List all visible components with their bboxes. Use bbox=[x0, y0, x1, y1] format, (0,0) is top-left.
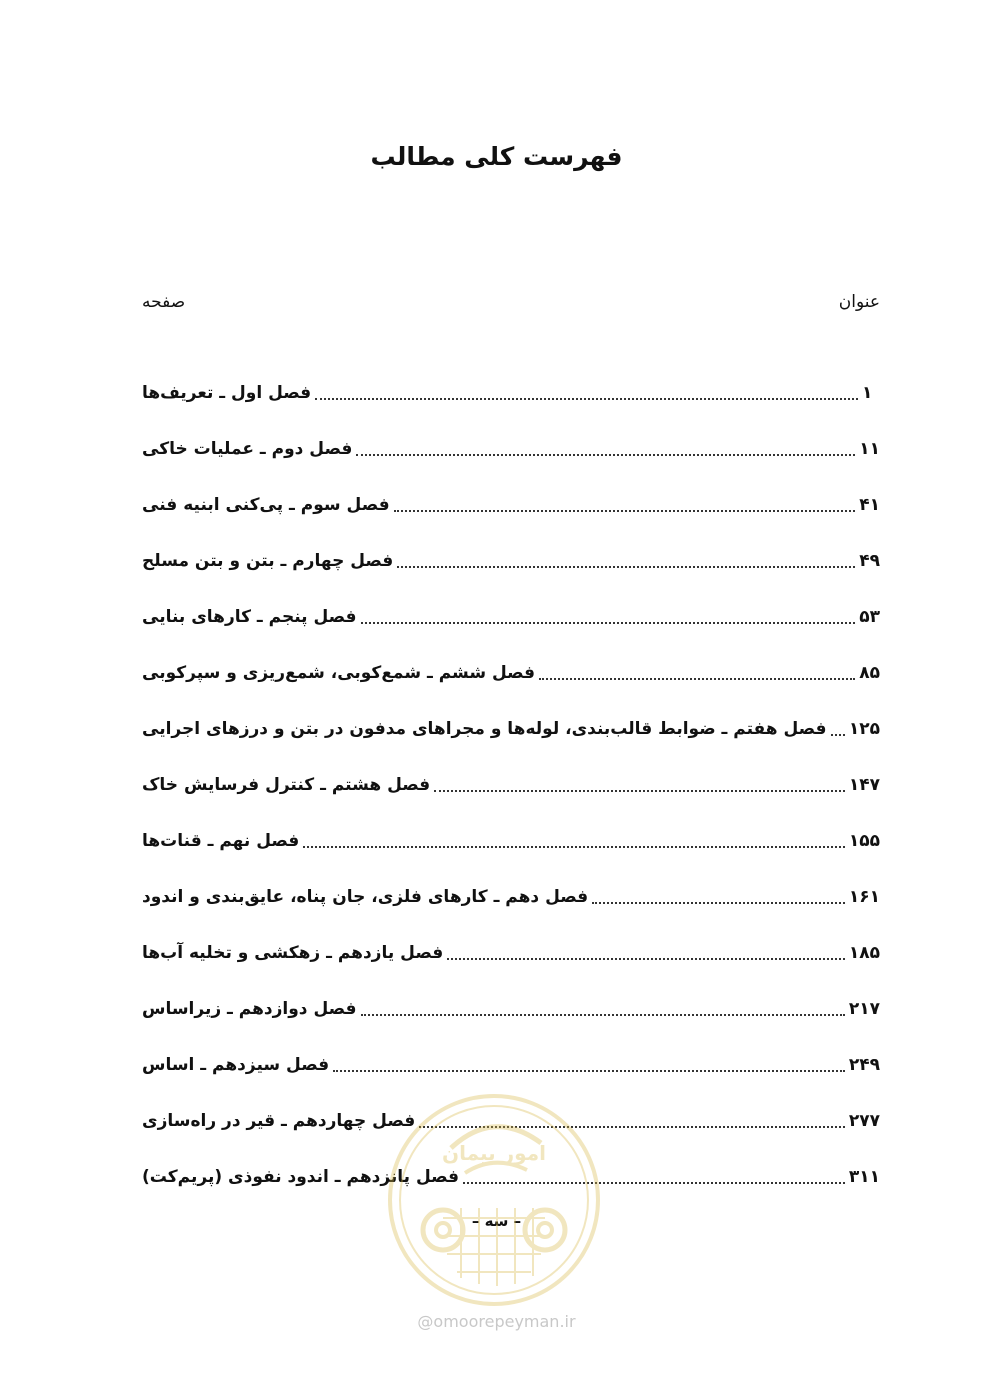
dot-leader bbox=[434, 772, 845, 792]
toc-entry-page: ۲۴۹ bbox=[848, 1055, 880, 1075]
toc-entry-title: فصل پنجم ـ کارهای بنایی bbox=[142, 607, 357, 627]
toc-entry-title: فصل پانزدهم ـ اندود نفوذی (پریم‌کت) bbox=[142, 1167, 460, 1187]
dot-leader bbox=[539, 660, 855, 680]
toc-entry-8[interactable] bbox=[142, 772, 880, 828]
toc-entry-title: فصل سوم ـ پی‌کنی ابنیه فنی bbox=[142, 495, 390, 515]
toc-entry-page: ۴۱ bbox=[859, 495, 880, 515]
toc-entry-page: ۸۵ bbox=[859, 663, 880, 683]
toc-entry-page: ۱۴۷ bbox=[848, 775, 880, 795]
toc-entry-2[interactable] bbox=[142, 436, 880, 492]
dot-leader bbox=[356, 436, 855, 456]
toc-entry-page: ۱ bbox=[862, 383, 873, 403]
toc-entry-page: ۱۲۵ bbox=[848, 719, 880, 739]
dot-leader bbox=[397, 548, 855, 568]
page-title: فهرست کلی مطالب bbox=[370, 142, 623, 171]
toc-entry-page: ۱۵۵ bbox=[848, 831, 880, 851]
toc-entry-title: فصل چهاردهم ـ قیر در راه‌سازی bbox=[142, 1111, 416, 1131]
dot-leader bbox=[361, 996, 845, 1016]
toc-entry-page: ۴۹ bbox=[859, 551, 880, 571]
dot-leader bbox=[361, 604, 856, 624]
toc-entry-title: فصل هشتم ـ کنترل فرسایش خاک bbox=[142, 775, 431, 795]
toc-entry-page: ۱۸۵ bbox=[848, 943, 880, 963]
toc-entry-title: فصل دوم ـ عملیات خاکی bbox=[142, 439, 353, 459]
toc-entry-11[interactable] bbox=[142, 940, 880, 996]
toc-entry-page: ۱۶۱ bbox=[848, 887, 880, 907]
toc-entry-title: فصل نهم ـ قنات‌ها bbox=[142, 831, 300, 851]
toc-entry-page: ۲۱۷ bbox=[848, 999, 880, 1019]
toc-entry-5[interactable] bbox=[142, 604, 880, 660]
dot-leader bbox=[303, 828, 845, 848]
dot-leader bbox=[315, 380, 858, 400]
toc-entry-page: ۳۱۱ bbox=[848, 1167, 880, 1187]
toc-entry-title: فصل ششم ـ شمع‌کوبی، شمع‌ریزی و سپرکوبی bbox=[142, 663, 536, 683]
toc-entry-title: فصل دوازدهم ـ زیراساس bbox=[142, 999, 357, 1019]
toc-entry-page: ۵۳ bbox=[859, 607, 880, 627]
watermark-logo-text: امور پیمان bbox=[442, 1141, 546, 1165]
watermark-text: @omoorepeyman.ir bbox=[417, 1312, 576, 1331]
dot-leader bbox=[592, 884, 845, 904]
title-column-header: عنوان bbox=[838, 292, 880, 312]
toc-entry-title: فصل یازدهم ـ زهکشی و تخلیه آب‌ها bbox=[142, 943, 444, 963]
page-number: – سه – bbox=[471, 1212, 522, 1230]
dot-leader bbox=[447, 940, 845, 960]
toc-entry-1[interactable] bbox=[142, 380, 880, 436]
toc-entry-3[interactable] bbox=[142, 492, 880, 548]
dot-leader bbox=[831, 716, 845, 736]
toc-entry-6[interactable] bbox=[142, 660, 880, 716]
toc-entry-4[interactable] bbox=[142, 548, 880, 604]
toc-entry-9[interactable] bbox=[142, 828, 880, 884]
toc-entry-12[interactable] bbox=[142, 996, 880, 1052]
watermark-logo-icon bbox=[381, 1088, 607, 1308]
toc-entry-title: فصل هفتم ـ ضوابط قالب‌بندی، لوله‌ها و مجراهای مدفون در بتن و درزهای اجرایی bbox=[142, 719, 827, 739]
toc-entry-page: ۱۱ bbox=[859, 439, 880, 459]
toc-entry-page: ۲۷۷ bbox=[848, 1111, 880, 1131]
toc-entry-title: فصل اول ـ تعریف‌ها bbox=[142, 383, 312, 403]
toc-entry-10[interactable] bbox=[142, 884, 880, 940]
dot-leader bbox=[333, 1052, 845, 1072]
page-column-header: صفحه bbox=[142, 292, 186, 312]
dot-leader bbox=[394, 492, 856, 512]
toc-entry-title: فصل چهارم ـ بتن و بتن مسلح bbox=[142, 551, 394, 571]
toc-entry-7[interactable] bbox=[142, 716, 880, 772]
toc-entry-title: فصل سیزدهم ـ اساس bbox=[142, 1055, 330, 1075]
toc-entry-title: فصل دهم ـ کارهای فلزی، جان پناه، عایق‌بندی و اندود bbox=[142, 887, 589, 907]
